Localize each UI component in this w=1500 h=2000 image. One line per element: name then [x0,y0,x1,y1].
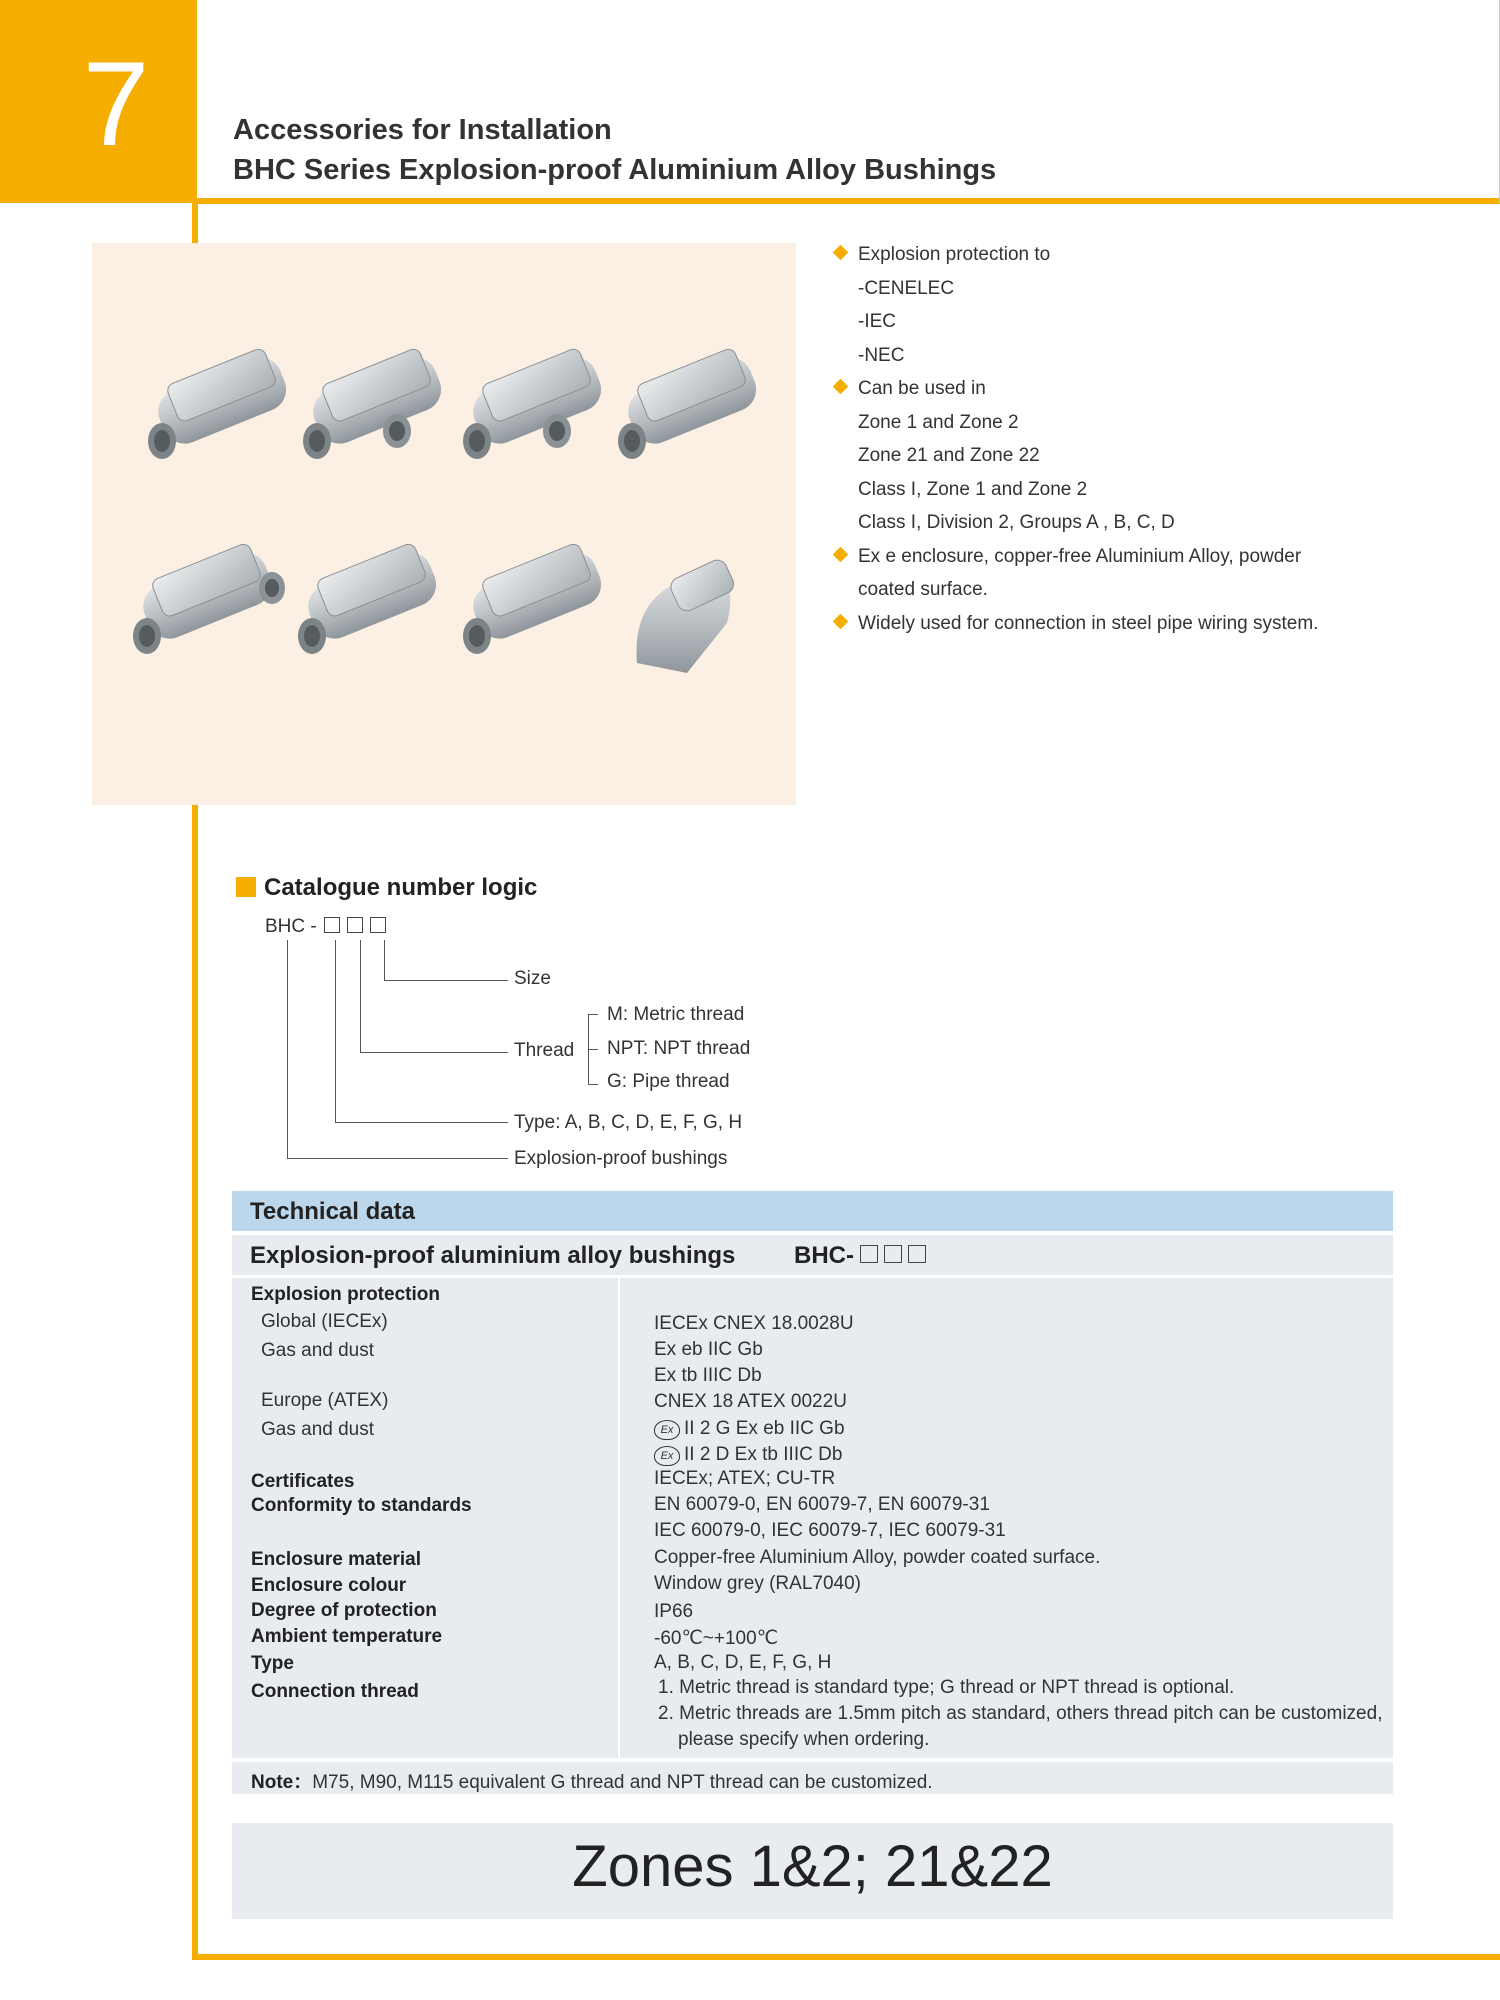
catalogue-code [265,916,386,938]
table-divider [618,1278,620,1758]
feature-text: Ex e enclosure, copper-free Aluminium Alloy, powder [858,545,1302,567]
feature-sub-item [831,406,1481,440]
bushing-type-a [148,347,293,459]
catalogue-title: Catalogue number logic [264,874,538,901]
label-certificates: Certificates [251,1471,355,1492]
placeholder-box [884,1245,902,1263]
value-atex-gas [654,1418,845,1440]
bracket-line [588,1049,598,1050]
thread-option-pipe: G: Pipe thread [607,1071,730,1092]
bracket-line [588,1084,598,1085]
value-thread-1: 1. Metric thread is standard type; G thread or NPT thread is optional. [658,1677,1235,1698]
label-conformity: Conformity to standards [251,1495,472,1516]
ex-mark-icon: Ex [654,1420,680,1440]
bushing-type-d [618,347,763,459]
value-standards-en: EN 60079-0, EN 60079-7, EN 60079-31 [654,1494,990,1515]
value-iecex-cert: IECEx CNEX 18.0028U [654,1313,854,1334]
value-certificates: IECEx; ATEX; CU-TR [654,1468,836,1489]
feature-sub-item [831,473,1481,507]
tech-subtitle: Explosion-proof aluminium alloy bushings [250,1242,736,1269]
bottom-rule [192,1954,1500,1960]
label-enclosure-colour: Enclosure colour [251,1575,407,1596]
label-explosion-protection: Explosion protection [251,1284,440,1305]
product-title: BHC Series Explosion-proof Aluminium Alloy Bushings [233,154,997,186]
feature-text: coated surface. [858,579,988,600]
section-title: Accessories for Installation [233,114,612,146]
feature-bullet-item [831,607,1481,641]
value-iecex-dust: Ex tb IIIC Db [654,1365,762,1386]
note-text: M75, M90, M115 equivalent G thread and NPT thread can be customized. [312,1772,933,1793]
ex-mark-icon: Ex [654,1446,680,1466]
placeholder-box [908,1245,926,1263]
diamond-bullet-icon [833,379,849,395]
top-rule [197,198,1500,204]
feature-text: -IEC [858,311,896,332]
atex-dust-text: II 2 D Ex tb IIIC Db [684,1444,843,1465]
feature-sub-item [831,305,1481,339]
thread-option-npt: NPT: NPT thread [607,1038,751,1059]
value-material: Copper-free Aluminium Alloy, powder coated surface. [654,1547,1101,1568]
feature-list [831,238,1481,640]
connector-line [360,940,361,1052]
feature-text: Class I, Zone 1 and Zone 2 [858,478,1088,500]
value-colour: Window grey (RAL7040) [654,1573,861,1594]
placeholder-box [370,917,386,933]
diamond-bullet-icon [833,546,849,562]
feature-sub-item [831,573,1481,607]
model-prefix: BHC- [794,1242,854,1269]
diamond-bullet-icon [833,613,849,629]
label-type: Type [251,1653,294,1674]
bracket-line [588,1014,598,1015]
bushings-label: Explosion-proof bushings [514,1148,728,1169]
value-thread-2: 2. Metric threads are 1.5mm pitch as standard, others thread pitch can be customized, [658,1703,1383,1724]
note-label: Note： [251,1772,313,1793]
catalogue-prefix: BHC - [265,916,317,937]
value-standards-iec: IEC 60079-0, IEC 60079-7, IEC 60079-31 [654,1520,1006,1541]
label-enclosure-material: Enclosure material [251,1549,422,1570]
feature-text: -NEC [858,344,905,366]
bushing-type-g [463,542,608,654]
bushing-type-b [303,347,448,459]
value-atex-cert: CNEX 18 ATEX 0022U [654,1391,847,1412]
zones-banner-text: Zones 1&2; 21&22 [572,1834,1053,1899]
feature-text: Widely used for connection in steel pipe wiring system. [858,612,1319,634]
bushings-illustration [92,243,796,805]
feature-text: Explosion protection to [858,244,1051,265]
connector-line [335,1122,508,1123]
label-europe: Europe (ATEX) [261,1390,389,1411]
feature-text: -CENELEC [858,277,955,299]
value-iecex-gas: Ex eb IIC Gb [654,1339,763,1360]
feature-text: Zone 1 and Zone 2 [858,411,1019,433]
connector-line [384,980,508,981]
thread-label: Thread [514,1040,575,1061]
size-label: Size [514,968,551,989]
value-temperature: -60℃~+100℃ [654,1628,779,1649]
bushing-type-h [637,557,737,673]
feature-sub-item [831,272,1481,306]
label-connection: Connection thread [251,1681,419,1702]
type-label: Type: A, B, C, D, E, F, G, H [514,1112,743,1133]
product-photo-panel [92,243,796,805]
note [251,1767,933,1794]
chapter-number: 7 [82,37,150,171]
feature-bullet-item [831,372,1481,406]
connector-line [335,940,336,1122]
placeholder-box [347,917,363,933]
feature-text: Class I, Division 2, Groups A , B, C, D [858,512,1175,533]
placeholder-box [860,1245,878,1263]
label-degree: Degree of protection [251,1600,437,1621]
feature-text: Can be used in [858,378,986,399]
section-marker [236,877,256,897]
tech-model-code [794,1242,926,1270]
bushing-type-e [133,542,285,654]
atex-gas-text: II 2 G Ex eb IIC Gb [684,1418,845,1439]
label-gas-dust: Gas and dust [261,1419,375,1440]
bushing-type-f [298,542,443,654]
value-ip: IP66 [654,1601,694,1622]
connector-line [360,1052,508,1053]
feature-text: Zone 21 and Zone 22 [858,445,1040,466]
feature-bullet-item [831,238,1481,272]
thread-option-metric: M: Metric thread [607,1004,745,1025]
value-thread-3: please specify when ordering. [678,1729,930,1750]
diamond-bullet-icon [833,245,849,261]
feature-sub-item [831,506,1481,540]
label-global: Global (IECEx) [261,1311,388,1332]
feature-sub-item [831,439,1481,473]
label-ambient: Ambient temperature [251,1626,443,1647]
connector-line [287,1158,508,1159]
connector-line [287,940,288,1158]
label-gas-dust: Gas and dust [261,1340,375,1361]
value-atex-dust [654,1444,842,1466]
placeholder-box [324,917,340,933]
bushing-type-c [463,347,608,459]
connector-line [384,940,385,980]
feature-bullet-item [831,540,1481,574]
tech-data-title: Technical data [250,1198,415,1225]
feature-sub-item [831,339,1481,373]
value-types: A, B, C, D, E, F, G, H [654,1652,832,1673]
